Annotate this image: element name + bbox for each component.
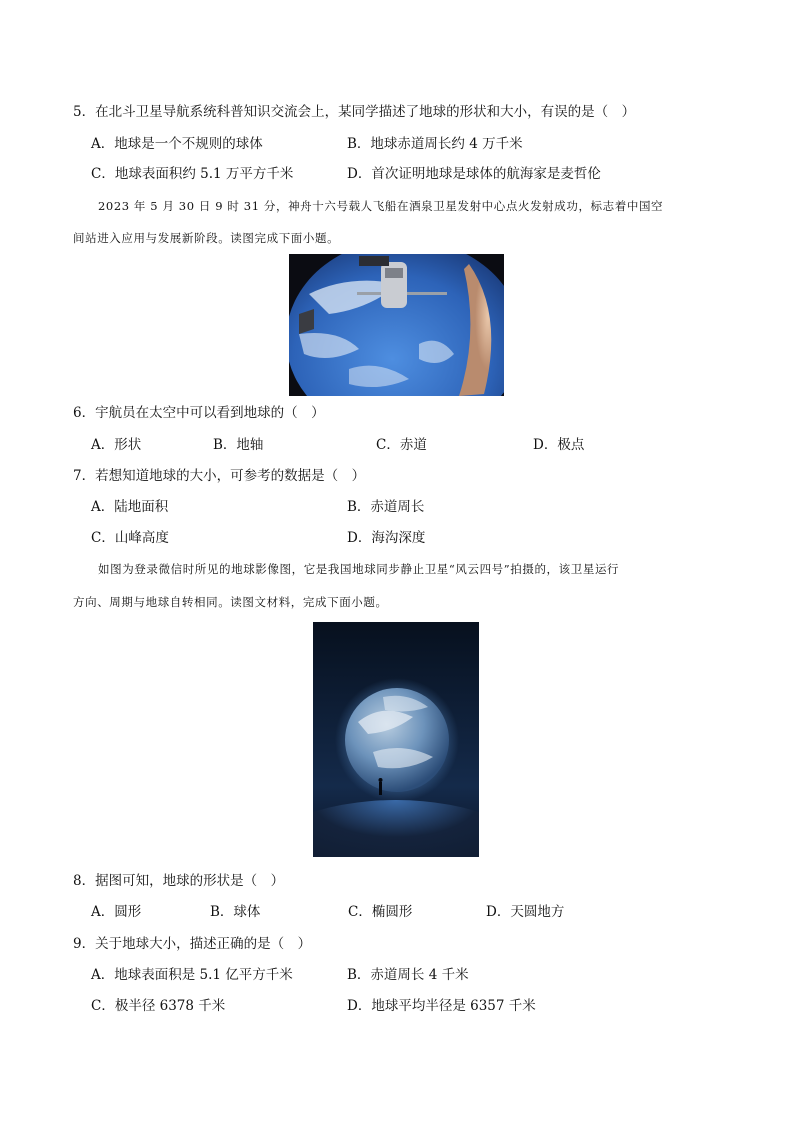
fengyun-earth-image — [313, 622, 479, 857]
question-8-stem: 8．据图可知，地球的形状是（ ） — [73, 873, 285, 889]
passage-2-line-2: 方向、周期与地球自转相同。读图文材料，完成下面小题。 — [73, 595, 388, 609]
passage-2-line-1: 如图为登录微信时所见的地球影像图，它是我国地球同步静止卫星“风云四号”拍摄的，该卫星运行 — [98, 562, 620, 576]
q7-option-b[interactable]: B．赤道周长 — [347, 499, 425, 515]
q7-option-c[interactable]: C．山峰高度 — [91, 530, 169, 546]
q5-option-c[interactable]: C．地球表面积约 5.1 万平方千米 — [91, 166, 294, 182]
question-9-stem: 9．关于地球大小，描述正确的是（ ） — [73, 936, 312, 952]
q5-option-b[interactable]: B．地球赤道周长约 4 万千米 — [347, 136, 523, 152]
passage-1-line-2: 间站进入应用与发展新阶段。读图完成下面小题。 — [73, 231, 340, 245]
q9-option-b[interactable]: B．赤道周长 4 千米 — [347, 967, 469, 983]
passage-1-line-1: 2023 年 5 月 30 日 9 时 31 分，神舟十六号载人飞船在酒泉卫星发射中心点火发射成功，标志着中国空 — [98, 199, 664, 213]
q6-option-c[interactable]: C．赤道 — [376, 437, 427, 453]
earth-from-space-station-image — [289, 254, 504, 396]
q5-option-a[interactable]: A．地球是一个不规则的球体 — [91, 136, 263, 152]
q8-option-c[interactable]: C．椭圆形 — [348, 904, 413, 920]
q7-option-d[interactable]: D．海沟深度 — [347, 530, 426, 546]
q8-option-b[interactable]: B．球体 — [210, 904, 261, 920]
q8-option-a[interactable]: A．圆形 — [91, 904, 142, 920]
q6-option-a[interactable]: A．形状 — [91, 437, 142, 453]
q7-option-a[interactable]: A．陆地面积 — [91, 499, 169, 515]
q6-option-b[interactable]: B．地轴 — [213, 437, 264, 453]
question-5-stem: 5．在北斗卫星导航系统科普知识交流会上，某同学描述了地球的形状和大小，有误的是（ ） — [73, 104, 636, 120]
question-6-stem: 6．宇航员在太空中可以看到地球的（ ） — [73, 405, 325, 421]
q9-option-c[interactable]: C．极半径 6378 千米 — [91, 998, 226, 1014]
question-7-stem: 7．若想知道地球的大小，可参考的数据是（ ） — [73, 468, 366, 484]
q9-option-d[interactable]: D．地球平均半径是 6357 千米 — [347, 998, 536, 1014]
q9-option-a[interactable]: A．地球表面积是 5.1 亿平方千米 — [91, 967, 293, 983]
q5-option-d[interactable]: D．首次证明地球是球体的航海家是麦哲伦 — [347, 166, 601, 182]
q8-option-d[interactable]: D．天圆地方 — [486, 904, 565, 920]
q6-option-d[interactable]: D．极点 — [533, 437, 585, 453]
